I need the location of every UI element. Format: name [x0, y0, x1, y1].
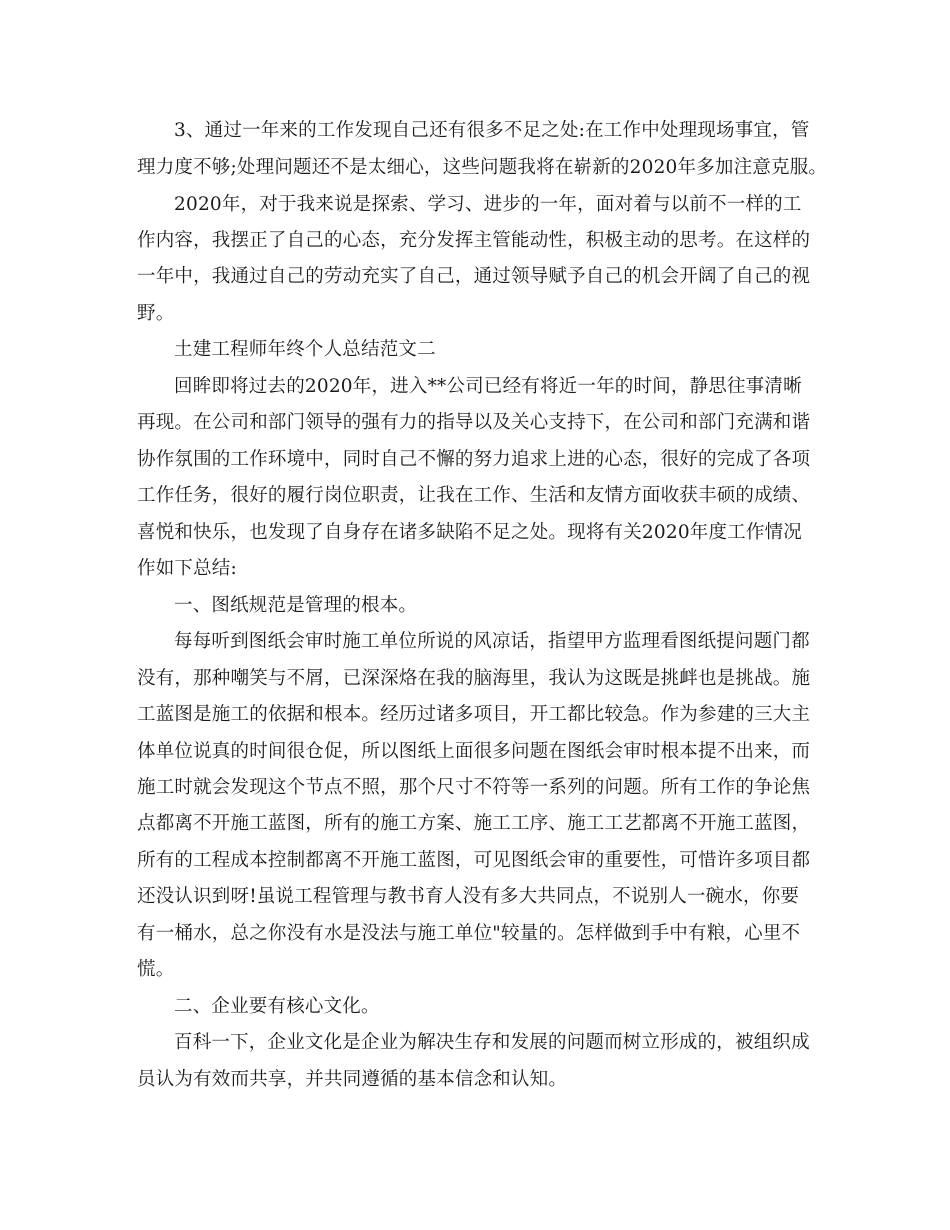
text-line: 有一桶水，总之你没有水是没法与施工单位"较量的。怎样做到手中有粮，心里不 — [137, 923, 801, 944]
text-line: 作内容，我摆正了自己的心态，充分发挥主管能动性，积极主动的思考。在这样的 — [137, 230, 811, 251]
text-line: 一年中，我通过自己的劳动充实了自己，通过领导赋予自己的机会开阔了自己的视 — [137, 266, 811, 287]
text-line: 作如下总结: — [137, 558, 237, 579]
text-line: 还没认识到呀!虽说工程管理与教书育人没有多大共同点，不说别人一碗水，你要 — [137, 886, 800, 907]
text-line: 理力度不够;处理问题还不是太细心，这些问题我将在崭新的2020年多加注意克服。 — [137, 157, 828, 178]
text-line: 慌。 — [137, 959, 175, 980]
text-line: 野。 — [137, 303, 175, 324]
section-heading: 二、企业要有核心文化。 — [174, 996, 380, 1017]
text-line: 员认为有效而共享，并共同遵循的基本信念和认知。 — [137, 1069, 568, 1090]
text-line: 喜悦和快乐，也发现了自身存在诸多缺陷不足之处。现将有关2020年度工作情况 — [137, 522, 802, 543]
text-line: 协作氛围的工作环境中，同时自己不懈的努力追求上进的心态，很好的完成了各项 — [137, 449, 811, 470]
text-line: 没有，那种嘲笑与不屑，已深深烙在我的脑海里，我认为这既是挑衅也是挑战。施 — [137, 668, 811, 689]
section-heading: 土建工程师年终个人总结范文二 — [174, 339, 436, 360]
text-line: 再现。在公司和部门领导的强有力的指导以及关心支持下，在公司和部门充满和谐 — [137, 412, 811, 433]
text-line: 3、通过一年来的工作发现自己还有很多不足之处:在工作中处理现场事宜，管 — [174, 120, 810, 141]
text-line: 点都离不开施工蓝图，所有的施工方案、施工工序、施工工艺都离不开施工蓝图， — [137, 813, 811, 834]
text-line: 施工时就会发现这个节点不照，那个尺寸不符等一系列的问题。所有工作的争论焦 — [137, 777, 811, 798]
text-line: 工作任务，很好的履行岗位职责，让我在工作、生活和友情方面收获丰硕的成绩、 — [137, 485, 811, 506]
text-line: 体单位说真的时间很仓促，所以图纸上面很多问题在图纸会审时根本提不出来，而 — [137, 741, 811, 762]
text-line: 所有的工程成本控制都离不开施工蓝图，可见图纸会审的重要性，可惜许多项目都 — [137, 850, 811, 871]
text-line: 回眸即将过去的2020年，进入**公司已经有将近一年的时间，静思往事清晰 — [174, 376, 802, 397]
text-line: 2020年，对于我来说是探索、学习、进步的一年，面对着与以前不一样的工 — [174, 194, 802, 215]
text-line: 百科一下，企业文化是企业为解决生存和发展的问题而树立形成的，被组织成 — [174, 1032, 810, 1053]
section-heading: 一、图纸规范是管理的根本。 — [174, 595, 418, 616]
text-line: 工蓝图是施工的依据和根本。经历过诸多项目，开工都比较急。作为参建的三大主 — [137, 704, 811, 725]
text-line: 每每听到图纸会审时施工单位所说的风凉话，指望甲方监理看图纸提问题门都 — [174, 631, 810, 652]
